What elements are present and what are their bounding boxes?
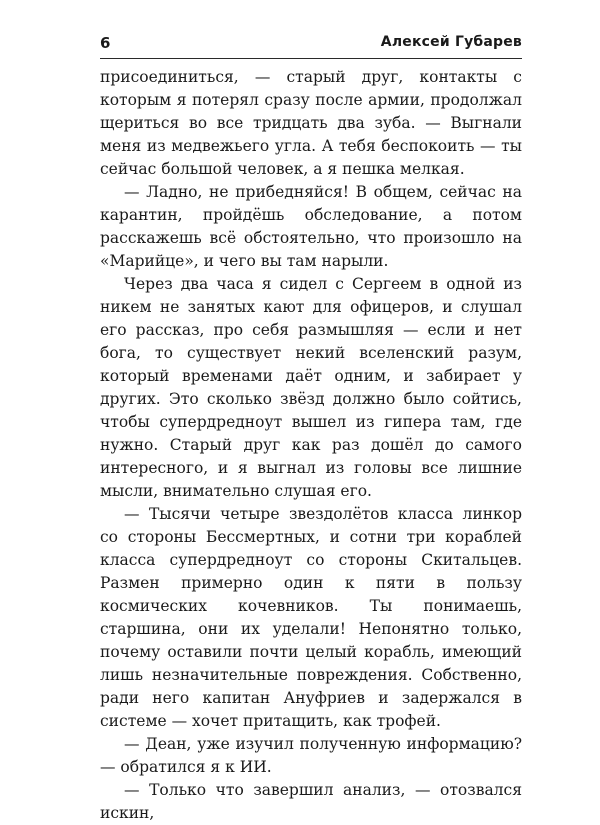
page-number: 6 xyxy=(100,34,111,52)
running-head-author: Алексей Губарев xyxy=(380,34,522,50)
page-header xyxy=(100,30,522,59)
paragraph-6: — Только что завершил анализ, — отозвался искин, xyxy=(100,781,522,822)
paragraph-3: Через два часа я сидел с Сергеем в одной из никем не занятых кают для офицеров, и слушал его рассказ, про себя размышляя — если и нет бога, то существует некий вселенский разум, который временами даёт одним, и забирает у других. Это сколько звёзд должно было сойтись, чтобы супердредноут вышел из гипера там, где нужно. Старый друг как раз дошёл до самого интересного, и я выгнал из головы все лишние мысли, внимательно слушая его. xyxy=(100,275,522,500)
paragraph-1: присоединиться, — старый друг, контакты с которым я потерял сразу после армии, продолжал щериться во все тридцать два зуба. — Выгнали меня из медвежьего угла. А тебя беспокоить — ты сейчас большой человек, а я пешка мелкая. xyxy=(100,68,522,178)
paragraph-4: — Тысячи четыре звездолётов класса линкор со стороны Бессмертных, и сотни три кораблей класса супердредноут со стороны Скитальцев. Размен примерно один к пяти в пользу космических кочевников. Ты понимаешь, старшина, они их уделали! Непонятно только, почему оставили почти целый корабль, имеющий лишь незначительные повреждения. Собственно, ради него капитан Ануфриев и задержался в системе — хочет притащить, как трофей. xyxy=(100,505,522,730)
text-body xyxy=(100,66,522,825)
paragraph-5: — Деан, уже изучил полученную информацию? — обратился я к ИИ. xyxy=(100,735,522,776)
paragraph-2: — Ладно, не прибедняйся! В общем, сейчас на карантин, пройдёшь обследование, а потом расскажешь всё обстоятельно, что произошло на «Марийце», и чего вы там нарыли. xyxy=(100,183,522,270)
